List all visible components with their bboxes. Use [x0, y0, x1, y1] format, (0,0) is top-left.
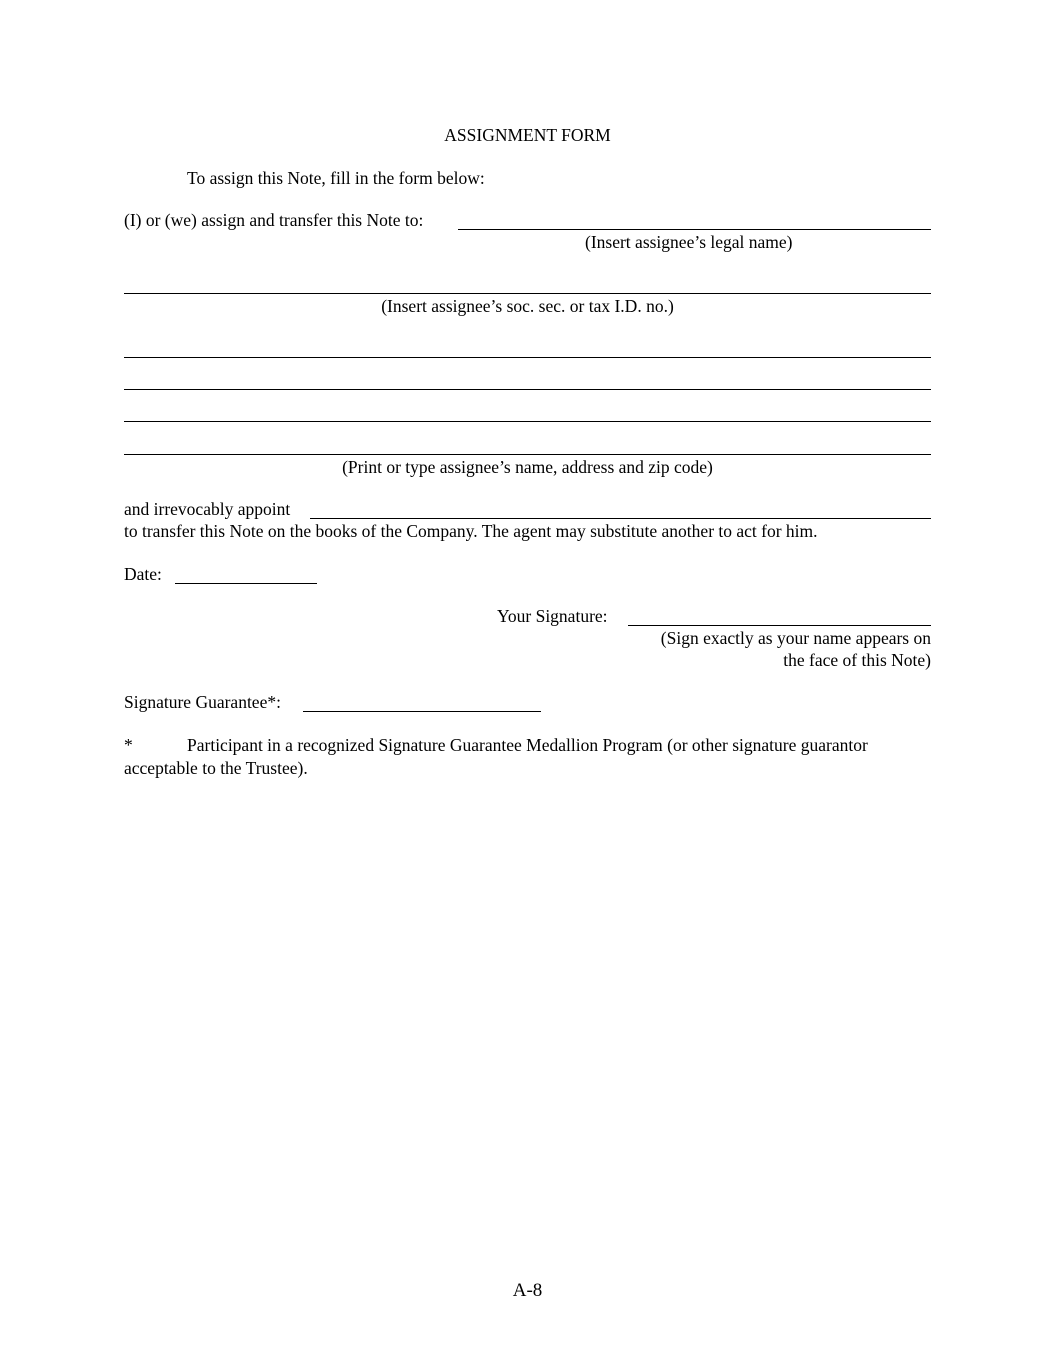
address-caption: (Print or type assignee’s name, address and zip code) — [342, 457, 713, 477]
appoint-text: to transfer this Note on the books of the Company. The agent may substitute another to act for him. — [124, 521, 818, 541]
agent-line[interactable] — [310, 518, 931, 519]
tax-id-line[interactable] — [124, 293, 931, 294]
signature-caption-wrap — [500, 628, 931, 670]
signature-caption-line1: (Sign exactly as your name appears on — [660, 628, 931, 648]
signature-label: Your Signature: — [497, 606, 608, 626]
form-intro: To assign this Note, fill in the form below: — [187, 168, 485, 188]
page-number: A-8 — [512, 1280, 543, 1301]
assign-label: (I) or (we) assign and transfer this Note to: — [124, 210, 424, 230]
tax-id-caption-wrap — [0, 296, 1055, 316]
date-label: Date: — [124, 564, 162, 584]
form-title: ASSIGNMENT FORM — [444, 125, 611, 145]
appoint-label: and irrevocably appoint — [124, 499, 291, 519]
tax-id-caption: (Insert assignee’s soc. sec. or tax I.D. no.) — [381, 296, 674, 316]
date-line[interactable] — [175, 583, 317, 584]
signature-caption-line2: the face of this Note) — [783, 650, 931, 670]
footnote-line2: acceptable to the Trustee). — [124, 758, 308, 778]
address-caption-wrap — [0, 457, 1055, 477]
address-line-1[interactable] — [124, 357, 931, 358]
footnote-line1: Participant in a recognized Signature Guarantee Medallion Program (or other signature guarantor — [187, 735, 868, 755]
signature-line[interactable] — [628, 625, 931, 626]
guarantee-line[interactable] — [303, 711, 541, 712]
page-number-wrap — [0, 1281, 1055, 1301]
address-line-4[interactable] — [124, 454, 931, 455]
footnote-marker: * — [124, 735, 133, 755]
assignee-name-line[interactable] — [458, 229, 931, 230]
address-line-2[interactable] — [124, 389, 931, 390]
address-line-3[interactable] — [124, 421, 931, 422]
guarantee-label: Signature Guarantee*: — [124, 692, 281, 712]
legal-name-caption: (Insert assignee’s legal name) — [585, 232, 793, 252]
